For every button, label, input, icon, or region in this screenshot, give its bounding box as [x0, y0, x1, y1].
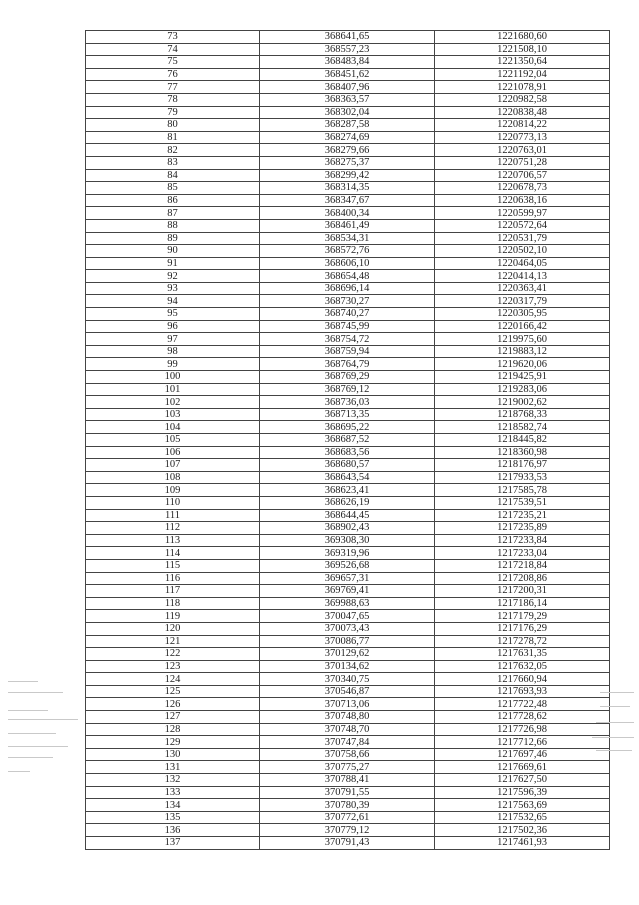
point-number-cell: 136 [86, 824, 260, 837]
point-number-cell: 123 [86, 660, 260, 673]
x-coordinate-cell: 368275,37 [260, 156, 435, 169]
point-number-cell: 85 [86, 182, 260, 195]
y-coordinate-cell: 1217631,35 [435, 648, 610, 661]
x-coordinate-cell: 368641,65 [260, 31, 435, 44]
y-coordinate-cell: 1217233,84 [435, 534, 610, 547]
point-number-cell: 119 [86, 610, 260, 623]
x-coordinate-cell: 369526,68 [260, 559, 435, 572]
point-number-cell: 111 [86, 509, 260, 522]
y-coordinate-cell: 1219283,06 [435, 383, 610, 396]
table-row [86, 245, 610, 258]
point-number-cell: 82 [86, 144, 260, 157]
y-coordinate-cell: 1217728,62 [435, 711, 610, 724]
point-number-cell: 96 [86, 320, 260, 333]
table-row [86, 824, 610, 837]
y-coordinate-cell: 1220464,05 [435, 257, 610, 270]
y-coordinate-cell: 1217660,94 [435, 673, 610, 686]
x-coordinate-cell: 370779,12 [260, 824, 435, 837]
table-row [86, 484, 610, 497]
y-coordinate-cell: 1217712,66 [435, 736, 610, 749]
x-coordinate-cell: 368274,69 [260, 131, 435, 144]
x-coordinate-cell: 368730,27 [260, 295, 435, 308]
table-row [86, 534, 610, 547]
point-number-cell: 98 [86, 345, 260, 358]
point-number-cell: 86 [86, 194, 260, 207]
point-number-cell: 73 [86, 31, 260, 44]
x-coordinate-cell: 370748,80 [260, 711, 435, 724]
table-row [86, 144, 610, 157]
y-coordinate-cell: 1220317,79 [435, 295, 610, 308]
x-coordinate-cell: 368534,31 [260, 232, 435, 245]
y-coordinate-cell: 1217693,93 [435, 685, 610, 698]
y-coordinate-cell: 1217933,53 [435, 471, 610, 484]
x-coordinate-cell: 368713,35 [260, 408, 435, 421]
y-coordinate-cell: 1217722,48 [435, 698, 610, 711]
table-row [86, 723, 610, 736]
point-number-cell: 132 [86, 774, 260, 787]
x-coordinate-cell: 368363,57 [260, 93, 435, 106]
point-number-cell: 106 [86, 446, 260, 459]
x-coordinate-cell: 368557,23 [260, 43, 435, 56]
table-row [86, 610, 610, 623]
point-number-cell: 91 [86, 257, 260, 270]
x-coordinate-cell: 368754,72 [260, 333, 435, 346]
table-row [86, 333, 610, 346]
table-row [86, 194, 610, 207]
x-coordinate-cell: 370775,27 [260, 761, 435, 774]
x-coordinate-cell: 368299,42 [260, 169, 435, 182]
table-row [86, 106, 610, 119]
y-coordinate-cell: 1220414,13 [435, 270, 610, 283]
point-number-cell: 128 [86, 723, 260, 736]
y-coordinate-cell: 1220305,95 [435, 308, 610, 321]
point-number-cell: 117 [86, 585, 260, 598]
y-coordinate-cell: 1220599,97 [435, 207, 610, 220]
point-number-cell: 137 [86, 837, 260, 850]
point-number-cell: 135 [86, 811, 260, 824]
table-row [86, 295, 610, 308]
y-coordinate-cell: 1219425,91 [435, 371, 610, 384]
y-coordinate-cell: 1219002,62 [435, 396, 610, 409]
y-coordinate-cell: 1221350,64 [435, 56, 610, 69]
x-coordinate-cell: 368759,94 [260, 345, 435, 358]
point-number-cell: 92 [86, 270, 260, 283]
x-coordinate-cell: 368902,43 [260, 522, 435, 535]
point-number-cell: 77 [86, 81, 260, 94]
y-coordinate-cell: 1220531,79 [435, 232, 610, 245]
point-number-cell: 102 [86, 396, 260, 409]
x-coordinate-cell: 368483,84 [260, 56, 435, 69]
point-number-cell: 88 [86, 219, 260, 232]
point-number-cell: 103 [86, 408, 260, 421]
y-coordinate-cell: 1220678,73 [435, 182, 610, 195]
point-number-cell: 109 [86, 484, 260, 497]
point-number-cell: 75 [86, 56, 260, 69]
y-coordinate-cell: 1218360,98 [435, 446, 610, 459]
y-coordinate-cell: 1220982,58 [435, 93, 610, 106]
x-coordinate-cell: 368400,34 [260, 207, 435, 220]
point-number-cell: 93 [86, 282, 260, 295]
x-coordinate-cell: 370747,84 [260, 736, 435, 749]
point-number-cell: 97 [86, 333, 260, 346]
y-coordinate-cell: 1217697,46 [435, 748, 610, 761]
table-row [86, 736, 610, 749]
y-coordinate-cell: 1217235,21 [435, 509, 610, 522]
table-row [86, 597, 610, 610]
x-coordinate-cell: 368623,41 [260, 484, 435, 497]
table-row [86, 257, 610, 270]
y-coordinate-cell: 1218176,97 [435, 459, 610, 472]
x-coordinate-cell: 368572,76 [260, 245, 435, 258]
x-coordinate-cell: 370788,41 [260, 774, 435, 787]
table-row [86, 547, 610, 560]
point-number-cell: 99 [86, 358, 260, 371]
table-row [86, 685, 610, 698]
point-number-cell: 108 [86, 471, 260, 484]
table-row [86, 786, 610, 799]
table-row [86, 68, 610, 81]
table-row [86, 837, 610, 850]
y-coordinate-cell: 1217502,36 [435, 824, 610, 837]
x-coordinate-cell: 368745,99 [260, 320, 435, 333]
table-row [86, 43, 610, 56]
x-coordinate-cell: 369657,31 [260, 572, 435, 585]
table-row [86, 522, 610, 535]
point-number-cell: 134 [86, 799, 260, 812]
x-coordinate-cell: 370791,55 [260, 786, 435, 799]
table-row [86, 471, 610, 484]
point-number-cell: 79 [86, 106, 260, 119]
point-number-cell: 83 [86, 156, 260, 169]
table-row [86, 660, 610, 673]
y-coordinate-cell: 1220166,42 [435, 320, 610, 333]
point-number-cell: 110 [86, 496, 260, 509]
x-coordinate-cell: 368347,67 [260, 194, 435, 207]
y-coordinate-cell: 1217461,93 [435, 837, 610, 850]
y-coordinate-cell: 1221192,04 [435, 68, 610, 81]
point-number-cell: 95 [86, 308, 260, 321]
x-coordinate-cell: 369319,96 [260, 547, 435, 560]
point-number-cell: 127 [86, 711, 260, 724]
table-row [86, 308, 610, 321]
point-number-cell: 122 [86, 648, 260, 661]
y-coordinate-cell: 1220572,64 [435, 219, 610, 232]
table-row [86, 131, 610, 144]
x-coordinate-cell: 370780,39 [260, 799, 435, 812]
y-coordinate-cell: 1217563,69 [435, 799, 610, 812]
table-row [86, 509, 610, 522]
y-coordinate-cell: 1220763,01 [435, 144, 610, 157]
x-coordinate-cell: 368740,27 [260, 308, 435, 321]
x-coordinate-cell: 368654,48 [260, 270, 435, 283]
x-coordinate-cell: 368769,12 [260, 383, 435, 396]
table-row [86, 585, 610, 598]
y-coordinate-cell: 1217585,78 [435, 484, 610, 497]
table-row [86, 270, 610, 283]
y-coordinate-cell: 1220814,22 [435, 119, 610, 132]
point-number-cell: 125 [86, 685, 260, 698]
point-number-cell: 105 [86, 434, 260, 447]
x-coordinate-cell: 370134,62 [260, 660, 435, 673]
y-coordinate-cell: 1217532,65 [435, 811, 610, 824]
x-coordinate-cell: 368696,14 [260, 282, 435, 295]
x-coordinate-cell: 370546,87 [260, 685, 435, 698]
table-row [86, 383, 610, 396]
point-number-cell: 78 [86, 93, 260, 106]
point-number-cell: 131 [86, 761, 260, 774]
x-coordinate-cell: 368644,45 [260, 509, 435, 522]
table-row [86, 282, 610, 295]
x-coordinate-cell: 369308,30 [260, 534, 435, 547]
table-row [86, 635, 610, 648]
y-coordinate-cell: 1217669,61 [435, 761, 610, 774]
x-coordinate-cell: 370713,06 [260, 698, 435, 711]
point-number-cell: 94 [86, 295, 260, 308]
y-coordinate-cell: 1221508,10 [435, 43, 610, 56]
x-coordinate-cell: 368769,29 [260, 371, 435, 384]
x-coordinate-cell: 368626,19 [260, 496, 435, 509]
table-row [86, 156, 610, 169]
x-coordinate-cell: 368695,22 [260, 421, 435, 434]
y-coordinate-cell: 1217278,72 [435, 635, 610, 648]
x-coordinate-cell: 368606,10 [260, 257, 435, 270]
table-row [86, 434, 610, 447]
y-coordinate-cell: 1217596,39 [435, 786, 610, 799]
y-coordinate-cell: 1217726,98 [435, 723, 610, 736]
point-number-cell: 120 [86, 622, 260, 635]
table-row [86, 459, 610, 472]
table-row [86, 572, 610, 585]
y-coordinate-cell: 1220363,41 [435, 282, 610, 295]
y-coordinate-cell: 1217179,29 [435, 610, 610, 623]
table-row [86, 446, 610, 459]
y-coordinate-cell: 1217176,29 [435, 622, 610, 635]
x-coordinate-cell: 370340,75 [260, 673, 435, 686]
y-coordinate-cell: 1219620,06 [435, 358, 610, 371]
table-row [86, 559, 610, 572]
table-row [86, 408, 610, 421]
y-coordinate-cell: 1219883,12 [435, 345, 610, 358]
x-coordinate-cell: 368680,57 [260, 459, 435, 472]
point-number-cell: 113 [86, 534, 260, 547]
y-coordinate-cell: 1220502,10 [435, 245, 610, 258]
point-number-cell: 116 [86, 572, 260, 585]
x-coordinate-cell: 368687,52 [260, 434, 435, 447]
y-coordinate-cell: 1217539,51 [435, 496, 610, 509]
y-coordinate-cell: 1220706,57 [435, 169, 610, 182]
y-coordinate-cell: 1220638,16 [435, 194, 610, 207]
table-row [86, 799, 610, 812]
point-number-cell: 101 [86, 383, 260, 396]
point-number-cell: 130 [86, 748, 260, 761]
table-row [86, 232, 610, 245]
x-coordinate-cell: 368407,96 [260, 81, 435, 94]
point-number-cell: 112 [86, 522, 260, 535]
y-coordinate-cell: 1217233,04 [435, 547, 610, 560]
table-row [86, 748, 610, 761]
y-coordinate-cell: 1218582,74 [435, 421, 610, 434]
x-coordinate-cell: 370791,43 [260, 837, 435, 850]
y-coordinate-cell: 1218445,82 [435, 434, 610, 447]
table-row [86, 396, 610, 409]
x-coordinate-cell: 368302,04 [260, 106, 435, 119]
point-number-cell: 74 [86, 43, 260, 56]
point-number-cell: 118 [86, 597, 260, 610]
point-number-cell: 124 [86, 673, 260, 686]
table-row [86, 421, 610, 434]
x-coordinate-cell: 368643,54 [260, 471, 435, 484]
table-row [86, 31, 610, 44]
table-row [86, 371, 610, 384]
table-row [86, 673, 610, 686]
table-row [86, 169, 610, 182]
point-number-cell: 133 [86, 786, 260, 799]
x-coordinate-cell: 370086,77 [260, 635, 435, 648]
x-coordinate-cell: 370073,43 [260, 622, 435, 635]
x-coordinate-cell: 369988,63 [260, 597, 435, 610]
table-row [86, 622, 610, 635]
y-coordinate-cell: 1217627,50 [435, 774, 610, 787]
y-coordinate-cell: 1218768,33 [435, 408, 610, 421]
y-coordinate-cell: 1217200,31 [435, 585, 610, 598]
table-row [86, 207, 610, 220]
x-coordinate-cell: 369769,41 [260, 585, 435, 598]
y-coordinate-cell: 1221078,91 [435, 81, 610, 94]
y-coordinate-cell: 1217208,86 [435, 572, 610, 585]
x-coordinate-cell: 368683,56 [260, 446, 435, 459]
table-row [86, 219, 610, 232]
x-coordinate-cell: 370758,66 [260, 748, 435, 761]
point-number-cell: 126 [86, 698, 260, 711]
point-number-cell: 87 [86, 207, 260, 220]
table-row [86, 358, 610, 371]
coordinates-table-body [86, 31, 610, 850]
x-coordinate-cell: 368736,03 [260, 396, 435, 409]
table-row [86, 182, 610, 195]
point-number-cell: 89 [86, 232, 260, 245]
y-coordinate-cell: 1220751,28 [435, 156, 610, 169]
point-number-cell: 114 [86, 547, 260, 560]
y-coordinate-cell: 1219975,60 [435, 333, 610, 346]
table-row [86, 496, 610, 509]
table-row [86, 811, 610, 824]
y-coordinate-cell: 1221680,60 [435, 31, 610, 44]
y-coordinate-cell: 1217218,84 [435, 559, 610, 572]
table-row [86, 761, 610, 774]
point-number-cell: 80 [86, 119, 260, 132]
x-coordinate-cell: 370047,65 [260, 610, 435, 623]
x-coordinate-cell: 368279,66 [260, 144, 435, 157]
y-coordinate-cell: 1217235,89 [435, 522, 610, 535]
y-coordinate-cell: 1217186,14 [435, 597, 610, 610]
y-coordinate-cell: 1220838,48 [435, 106, 610, 119]
table-row [86, 345, 610, 358]
table-row [86, 774, 610, 787]
y-coordinate-cell: 1217632,05 [435, 660, 610, 673]
x-coordinate-cell: 368314,35 [260, 182, 435, 195]
point-number-cell: 84 [86, 169, 260, 182]
point-number-cell: 100 [86, 371, 260, 384]
point-number-cell: 115 [86, 559, 260, 572]
table-row [86, 56, 610, 69]
x-coordinate-cell: 368764,79 [260, 358, 435, 371]
x-coordinate-cell: 370772,61 [260, 811, 435, 824]
table-row [86, 81, 610, 94]
x-coordinate-cell: 370129,62 [260, 648, 435, 661]
table-row [86, 93, 610, 106]
y-coordinate-cell: 1220773,13 [435, 131, 610, 144]
point-number-cell: 107 [86, 459, 260, 472]
x-coordinate-cell: 368451,62 [260, 68, 435, 81]
table-row [86, 119, 610, 132]
coordinates-table [85, 30, 610, 850]
point-number-cell: 121 [86, 635, 260, 648]
table-row [86, 711, 610, 724]
point-number-cell: 129 [86, 736, 260, 749]
point-number-cell: 81 [86, 131, 260, 144]
point-number-cell: 76 [86, 68, 260, 81]
table-row [86, 698, 610, 711]
point-number-cell: 90 [86, 245, 260, 258]
table-row [86, 648, 610, 661]
point-number-cell: 104 [86, 421, 260, 434]
x-coordinate-cell: 368461,49 [260, 219, 435, 232]
table-row [86, 320, 610, 333]
x-coordinate-cell: 370748,70 [260, 723, 435, 736]
x-coordinate-cell: 368287,58 [260, 119, 435, 132]
